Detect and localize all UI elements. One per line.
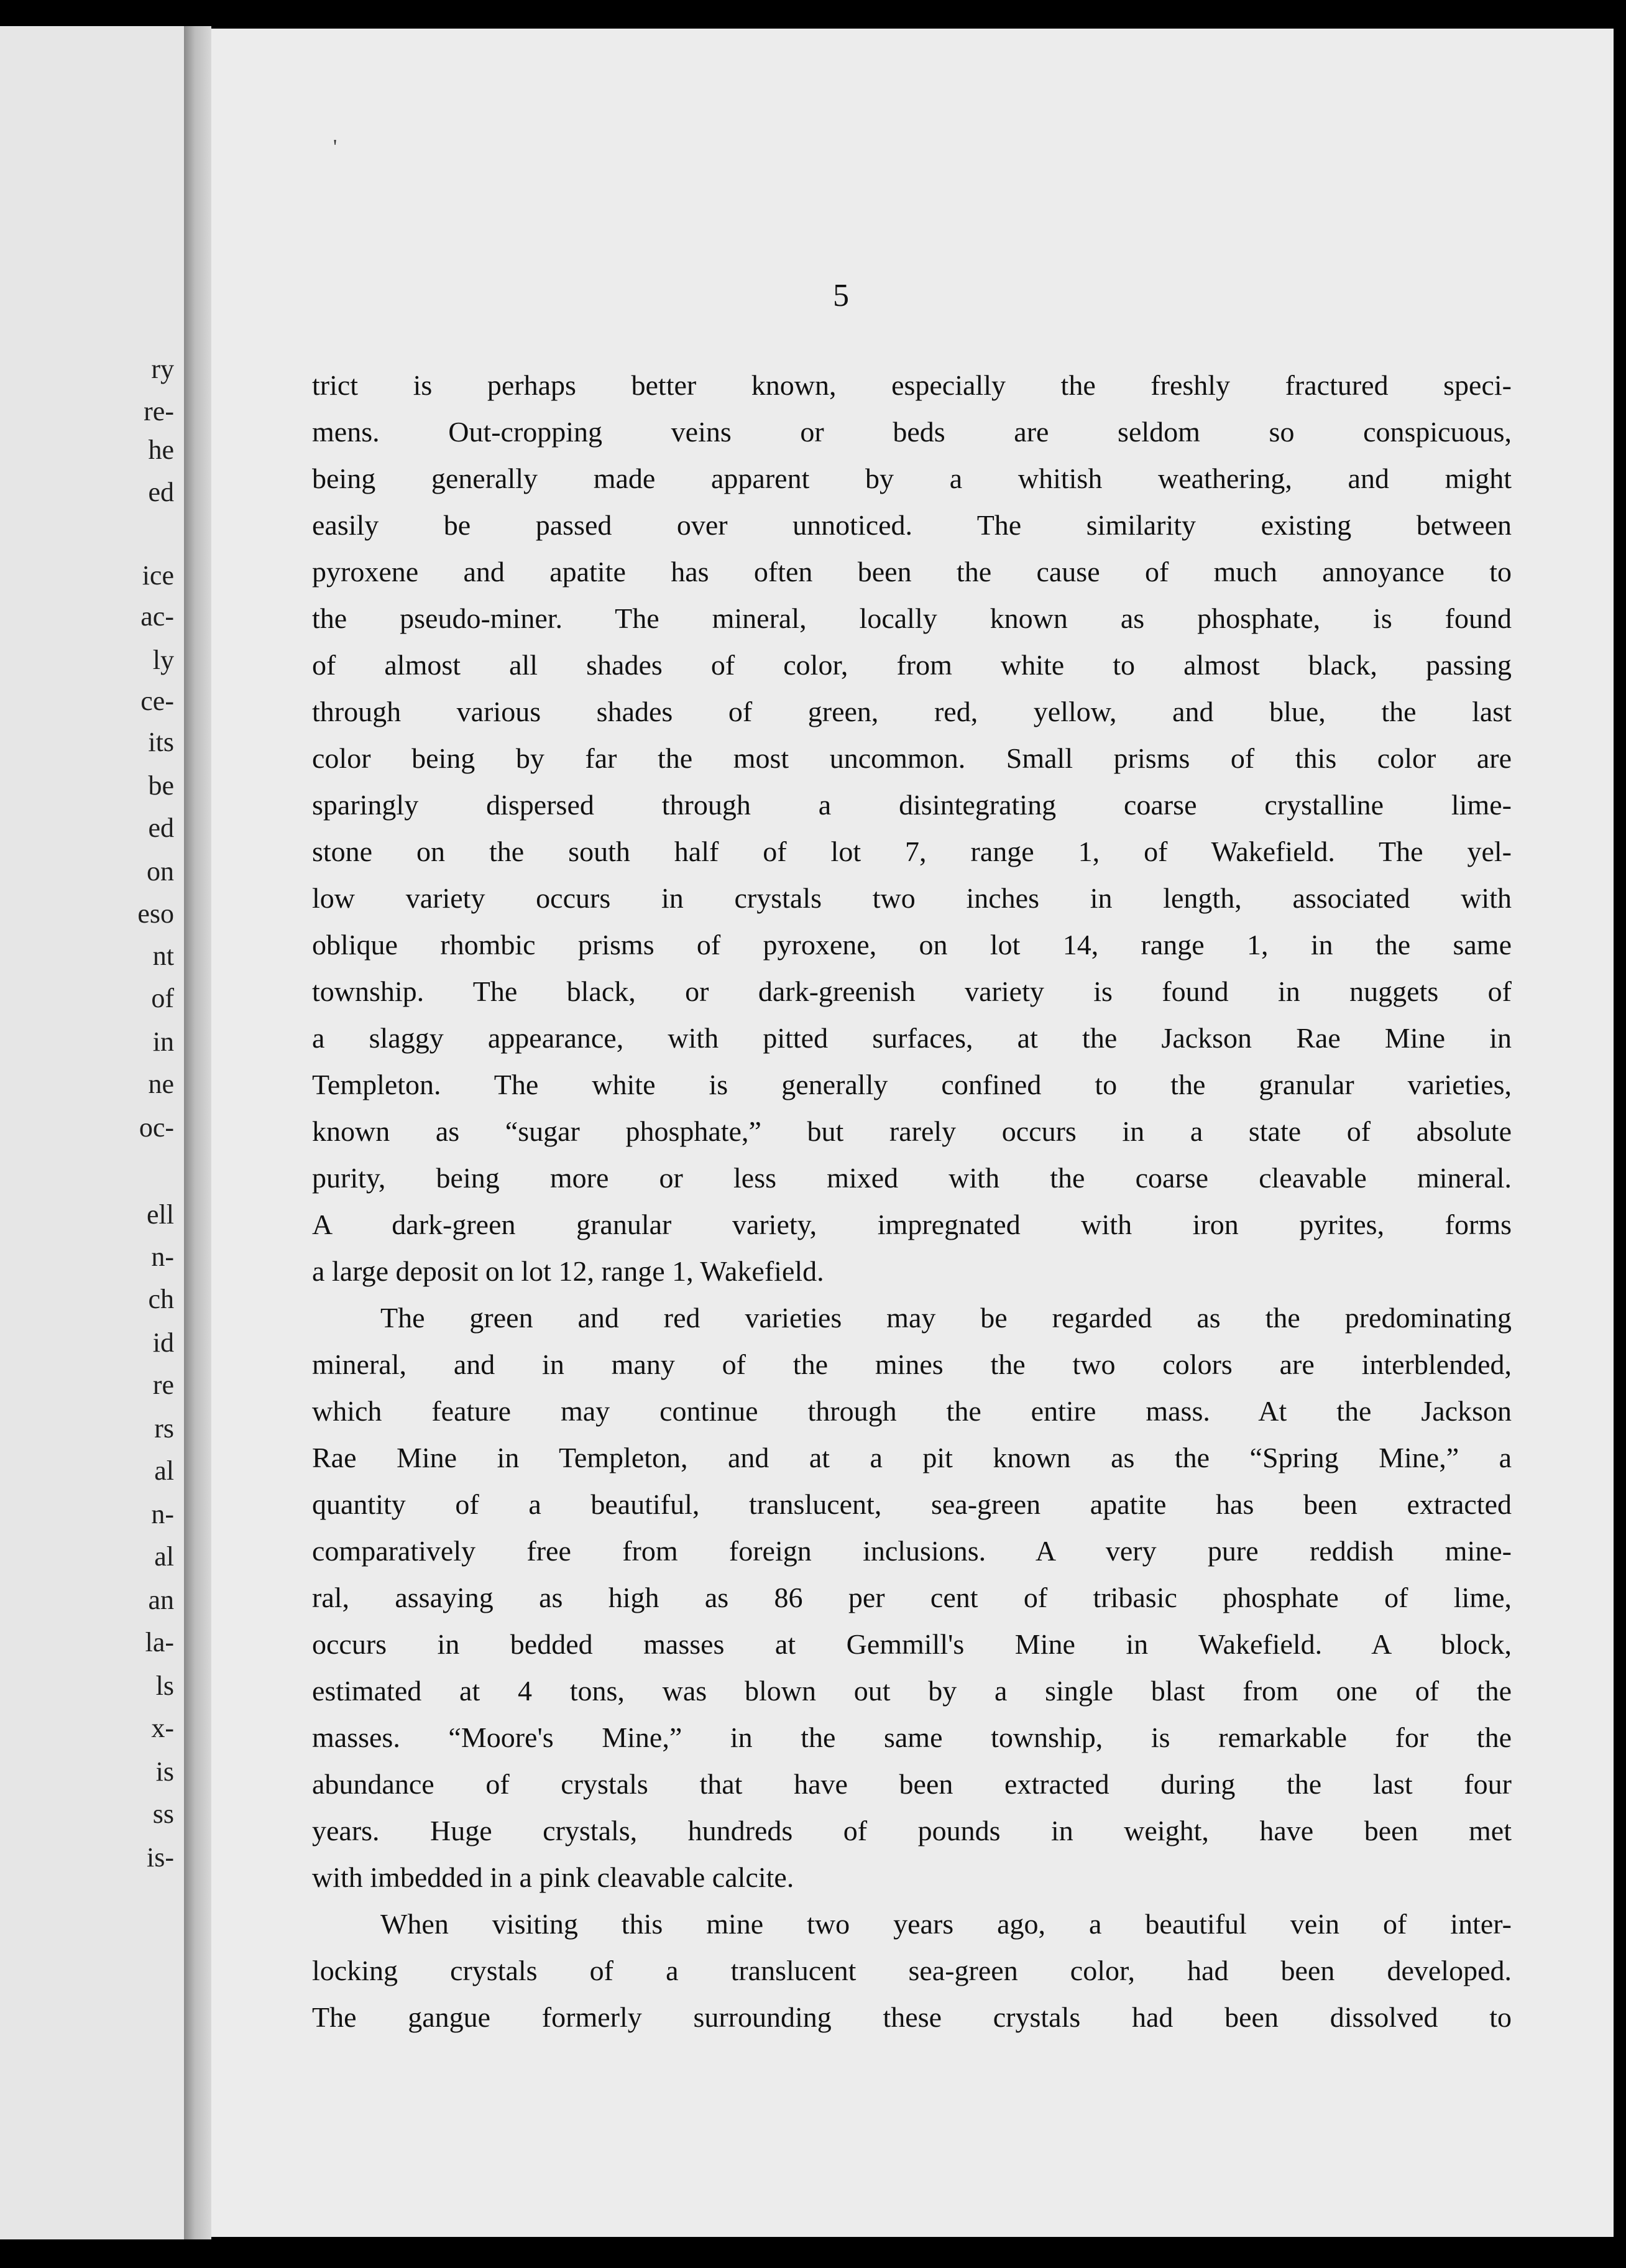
margin-fragment: ce- [140,686,174,716]
text-line: stone on the south half of lot 7, range 1, of Wakefield. The yel- [312,836,1512,867]
margin-fragment: ed [148,477,174,507]
margin-fragment: ls [155,1671,174,1701]
text-line: sparingly dispersed through a disintegrating coarse crystalline lime- [312,789,1512,821]
margin-fragment: ss [152,1799,174,1829]
previous-page-edge [0,26,184,2239]
text-line: ral, assaying as high as 86 per cent of tribasic phosphate of lime, [312,1582,1512,1613]
text-line: mens. Out-cropping veins or beds are seldom so conspicuous, [312,416,1512,448]
margin-fragment: x- [151,1713,174,1743]
text-line: easily be passed over unnoticed. The similarity existing between [312,509,1512,541]
margin-fragment: al [154,1455,174,1486]
margin-fragment: is [155,1756,174,1787]
margin-fragment: on [147,856,174,887]
margin-fragment: nt [152,941,174,971]
text-line: mineral, and in many of the mines the two colors are interblended, [312,1348,1512,1380]
margin-fragment: oc- [139,1112,174,1143]
text-line: low variety occurs in crystals two inches in length, associated with [312,882,1512,914]
margin-fragment: ry [151,354,174,384]
margin-fragment: rs [154,1413,174,1444]
stray-mark: ' [333,136,338,159]
margin-fragment: ly [152,645,174,675]
margin-fragment: id [152,1327,174,1358]
text-line: comparatively free from foreign inclusions. A very pure reddish mine- [312,1535,1512,1567]
margin-fragment: n- [151,1499,174,1529]
margin-fragment: its [148,727,174,757]
text-line: purity, being more or less mixed with the coarse cleavable mineral. [312,1162,1512,1194]
text-line: pyroxene and apatite has often been the cause of much annoyance to [312,556,1512,588]
binding-gutter [184,26,211,2239]
margin-fragment: re- [144,396,174,426]
text-line: The gangue formerly surrounding these crystals had been dissolved to [312,2001,1512,2033]
margin-fragment: he [148,435,174,465]
margin-fragment: ice [142,560,174,591]
margin-fragment: an [148,1585,174,1615]
text-line: abundance of crystals that have been extracted during the last four [312,1768,1512,1800]
text-line: the pseudo-miner. The mineral, locally known as phosphate, is found [312,602,1512,634]
text-line: which feature may continue through the entire mass. At the Jackson [312,1395,1512,1427]
text-line: a slaggy appearance, with pitted surfaces, at the Jackson Rae Mine in [312,1022,1512,1054]
text-line: through various shades of green, red, yellow, and blue, the last [312,696,1512,727]
margin-fragment: ac- [140,601,174,632]
text-line: a large deposit on lot 12, range 1, Wakefield. [312,1255,824,1287]
margin-fragment: re [152,1370,174,1400]
text-line: trict is perhaps better known, especially the freshly fractured speci- [312,369,1512,401]
text-line: color being by far the most uncommon. Small prisms of this color are [312,742,1512,774]
text-line: locking crystals of a translucent sea-green color, had been developed. [312,1955,1512,1986]
text-line: oblique rhombic prisms of pyroxene, on lot 14, range 1, in the same [312,929,1512,961]
margin-fragment: n- [151,1242,174,1272]
text-line: When visiting this mine two years ago, a beautiful vein of inter- [380,1908,1512,1940]
margin-fragment: in [152,1026,174,1057]
text-line: Templeton. The white is generally confined to the granular varieties, [312,1069,1512,1100]
text-line: Rae Mine in Templeton, and at a pit known as the “Spring Mine,” a [312,1442,1512,1473]
text-line: with imbedded in a pink cleavable calcite. [312,1861,794,1893]
margin-fragment: la- [145,1627,174,1657]
text-line: known as “sugar phosphate,” but rarely occurs in a state of absolute [312,1115,1512,1147]
margin-fragment: al [154,1541,174,1572]
text-line: estimated at 4 tons, was blown out by a single blast from one of the [312,1675,1512,1707]
margin-fragment: be [148,770,174,801]
text-line: of almost all shades of color, from white to almost black, passing [312,649,1512,681]
margin-fragment: of [151,983,174,1013]
margin-fragment: eso [137,898,174,929]
margin-fragment: ch [148,1284,174,1314]
text-line: The green and red varieties may be regarded as the predominating [380,1302,1512,1334]
margin-fragment: ed [148,813,174,843]
body-text [312,362,1512,2040]
text-line: quantity of a beautiful, translucent, sea-green apatite has been extracted [312,1488,1512,1520]
text-line: masses. “Moore's Mine,” in the same township, is remarkable for the [312,1722,1512,1753]
text-line: being generally made apparent by a whitish weathering, and might [312,463,1512,494]
margin-fragment: ell [147,1199,174,1230]
margin-fragment: is- [147,1842,174,1873]
text-line: occurs in bedded masses at Gemmill's Mine in Wakefield. A block, [312,1628,1512,1660]
margin-fragment: ne [148,1069,174,1099]
book-page [211,29,1614,2237]
text-line: years. Huge crystals, hundreds of pounds in weight, have been met [312,1815,1512,1846]
text-line: A dark-green granular variety, impregnated with iron pyrites, forms [312,1209,1512,1240]
text-line: township. The black, or dark-greenish variety is found in nuggets of [312,975,1512,1007]
page-number: 5 [833,278,849,313]
